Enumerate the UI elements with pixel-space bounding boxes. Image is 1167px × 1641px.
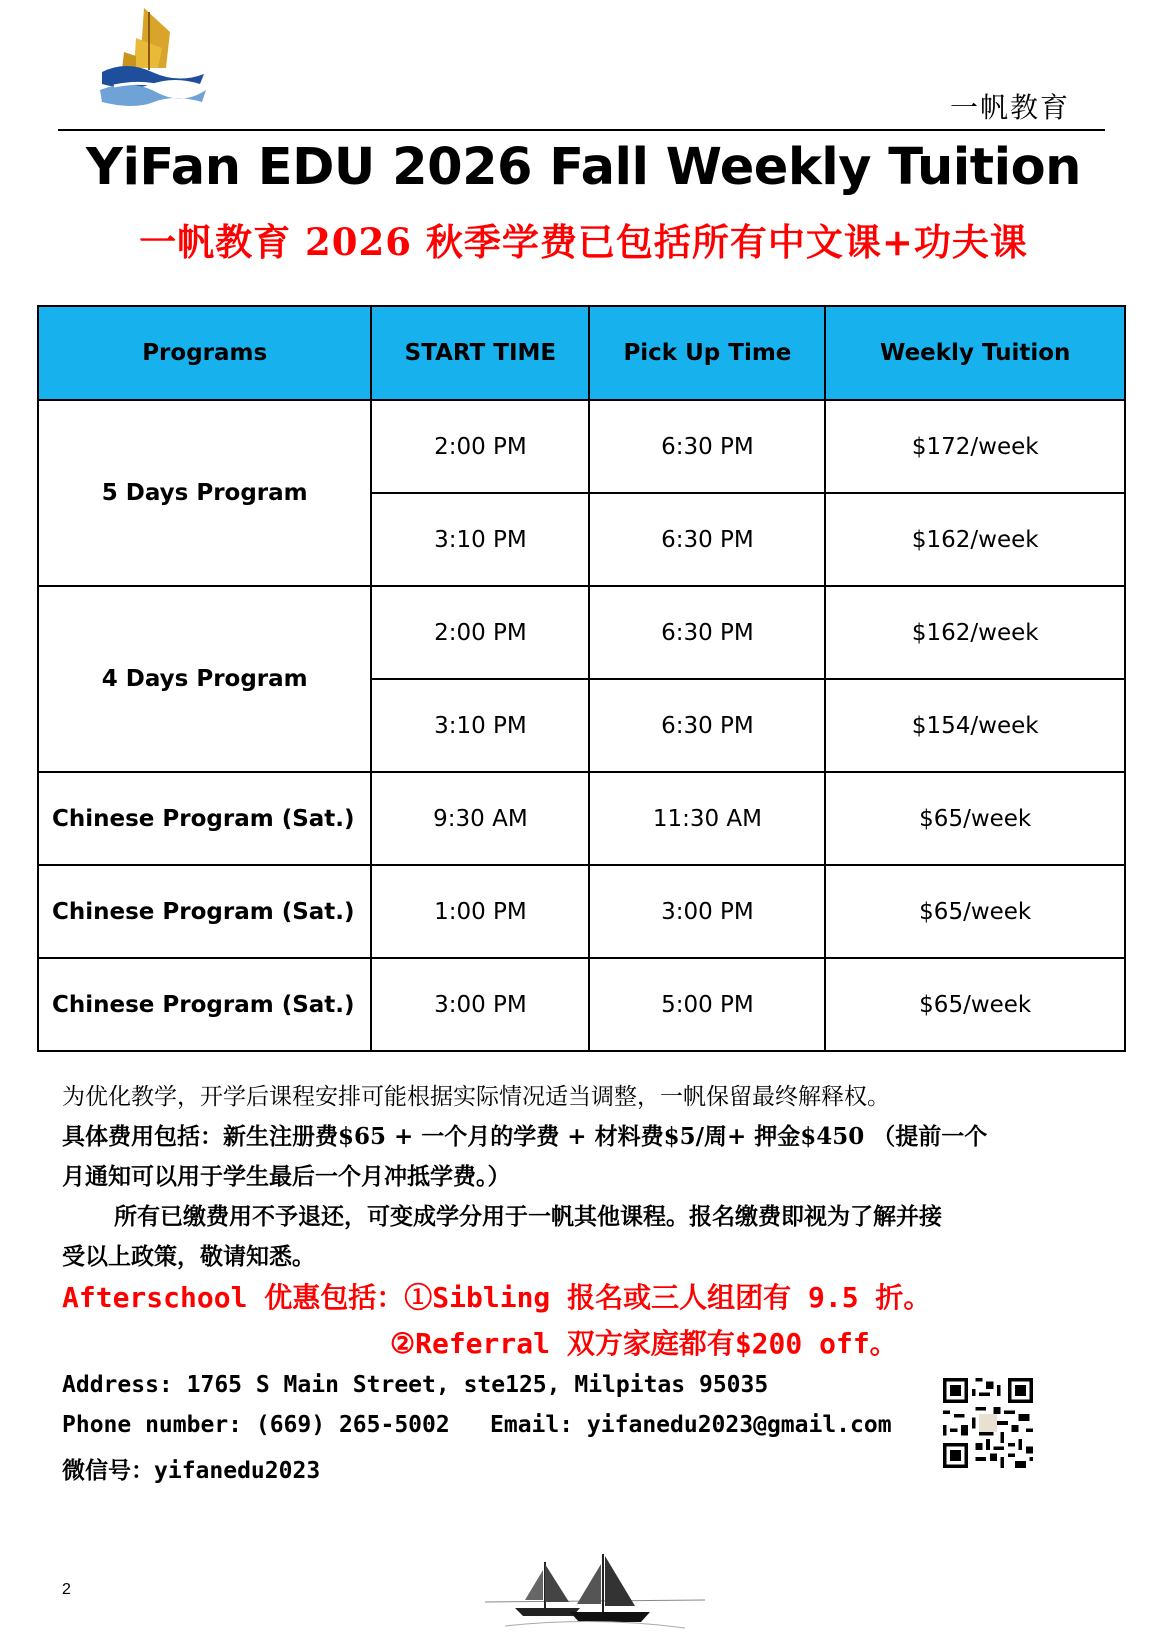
wechat-qr-code [943,1378,1033,1468]
contact-email: Email: yifanedu2023@gmail.com [490,1412,892,1438]
pickup-time-cell: 6:30 PM [589,493,825,586]
tuition-cell: $65/week [825,865,1125,958]
start-time-cell: 2:00 PM [371,586,589,679]
contact-phone: Phone number: (669) 265-5002 [62,1412,450,1438]
pickup-time-cell: 6:30 PM [589,586,825,679]
note-fees-continued: 月通知可以用于学生最后一个月冲抵学费。） [62,1163,511,1190]
start-time-cell: 3:10 PM [371,493,589,586]
pickup-time-cell: 11:30 AM [589,772,825,865]
column-header-weekly-tuition: Weekly Tuition [825,306,1125,400]
sailboats-footer-icon [485,1550,705,1635]
table-row [38,400,1125,493]
page-subtitle: 一帆教育 2026 秋季学费已包括所有中文课+功夫课 [139,220,1028,264]
tuition-table [37,305,1126,1052]
program-name: 4 Days Program [38,586,371,772]
promo-referral: ②Referral 双方家庭都有$200 off。 [390,1327,898,1360]
pickup-time-cell: 3:00 PM [589,865,825,958]
start-time-cell: 2:00 PM [371,400,589,493]
start-time-cell: 3:10 PM [371,679,589,772]
program-name: 5 Days Program [38,400,371,586]
promo-sibling: Afterschool 优惠包括：①Sibling 报名或三人组团有 9.5 折。 [62,1281,932,1314]
table-row [38,958,1125,1051]
header-divider [58,129,1105,131]
tuition-cell: $162/week [825,586,1125,679]
tuition-cell: $65/week [825,772,1125,865]
contact-address: Address: 1765 S Main Street, ste125, Milpitas 95035 [62,1372,769,1398]
brand-name-chinese: 一帆教育 [950,91,1071,124]
tuition-cell: $162/week [825,493,1125,586]
page-title: YiFan EDU 2026 Fall Weekly Tuition [86,138,1081,197]
table-row [38,586,1125,679]
sailboat-logo-icon [96,2,208,114]
pickup-time-cell: 6:30 PM [589,679,825,772]
start-time-cell: 1:00 PM [371,865,589,958]
tuition-cell: $154/week [825,679,1125,772]
tuition-cell: $65/week [825,958,1125,1051]
note-refund-continued: 受以上政策，敬请知悉。 [62,1243,315,1270]
note-refund: 所有已缴费用不予退还，可变成学分用于一帆其他课程。报名缴费即视为了解并接 [114,1203,942,1230]
page-number: 2 [62,1581,71,1598]
table-row [38,865,1125,958]
column-header-start-time: START TIME [371,306,589,400]
table-header-row [38,306,1125,400]
start-time-cell: 9:30 AM [371,772,589,865]
program-name: Chinese Program (Sat.) [38,865,371,958]
column-header-pickup-time: Pick Up Time [589,306,825,400]
program-name: Chinese Program (Sat.) [38,958,371,1051]
note-fees: 具体费用包括：新生注册费$65 + 一个月的学费 + 材料费$5/周+ 押金$450 （提前一个 [62,1123,988,1150]
contact-wechat: 微信号：yifanedu2023 [62,1458,321,1484]
pickup-time-cell: 6:30 PM [589,400,825,493]
start-time-cell: 3:00 PM [371,958,589,1051]
column-header-programs: Programs [38,306,371,400]
note-adjustment: 为优化教学，开学后课程安排可能根据实际情况适当调整，一帆保留最终解释权。 [62,1084,890,1110]
tuition-cell: $172/week [825,400,1125,493]
table-row [38,772,1125,865]
pickup-time-cell: 5:00 PM [589,958,825,1051]
program-name: Chinese Program (Sat.) [38,772,371,865]
